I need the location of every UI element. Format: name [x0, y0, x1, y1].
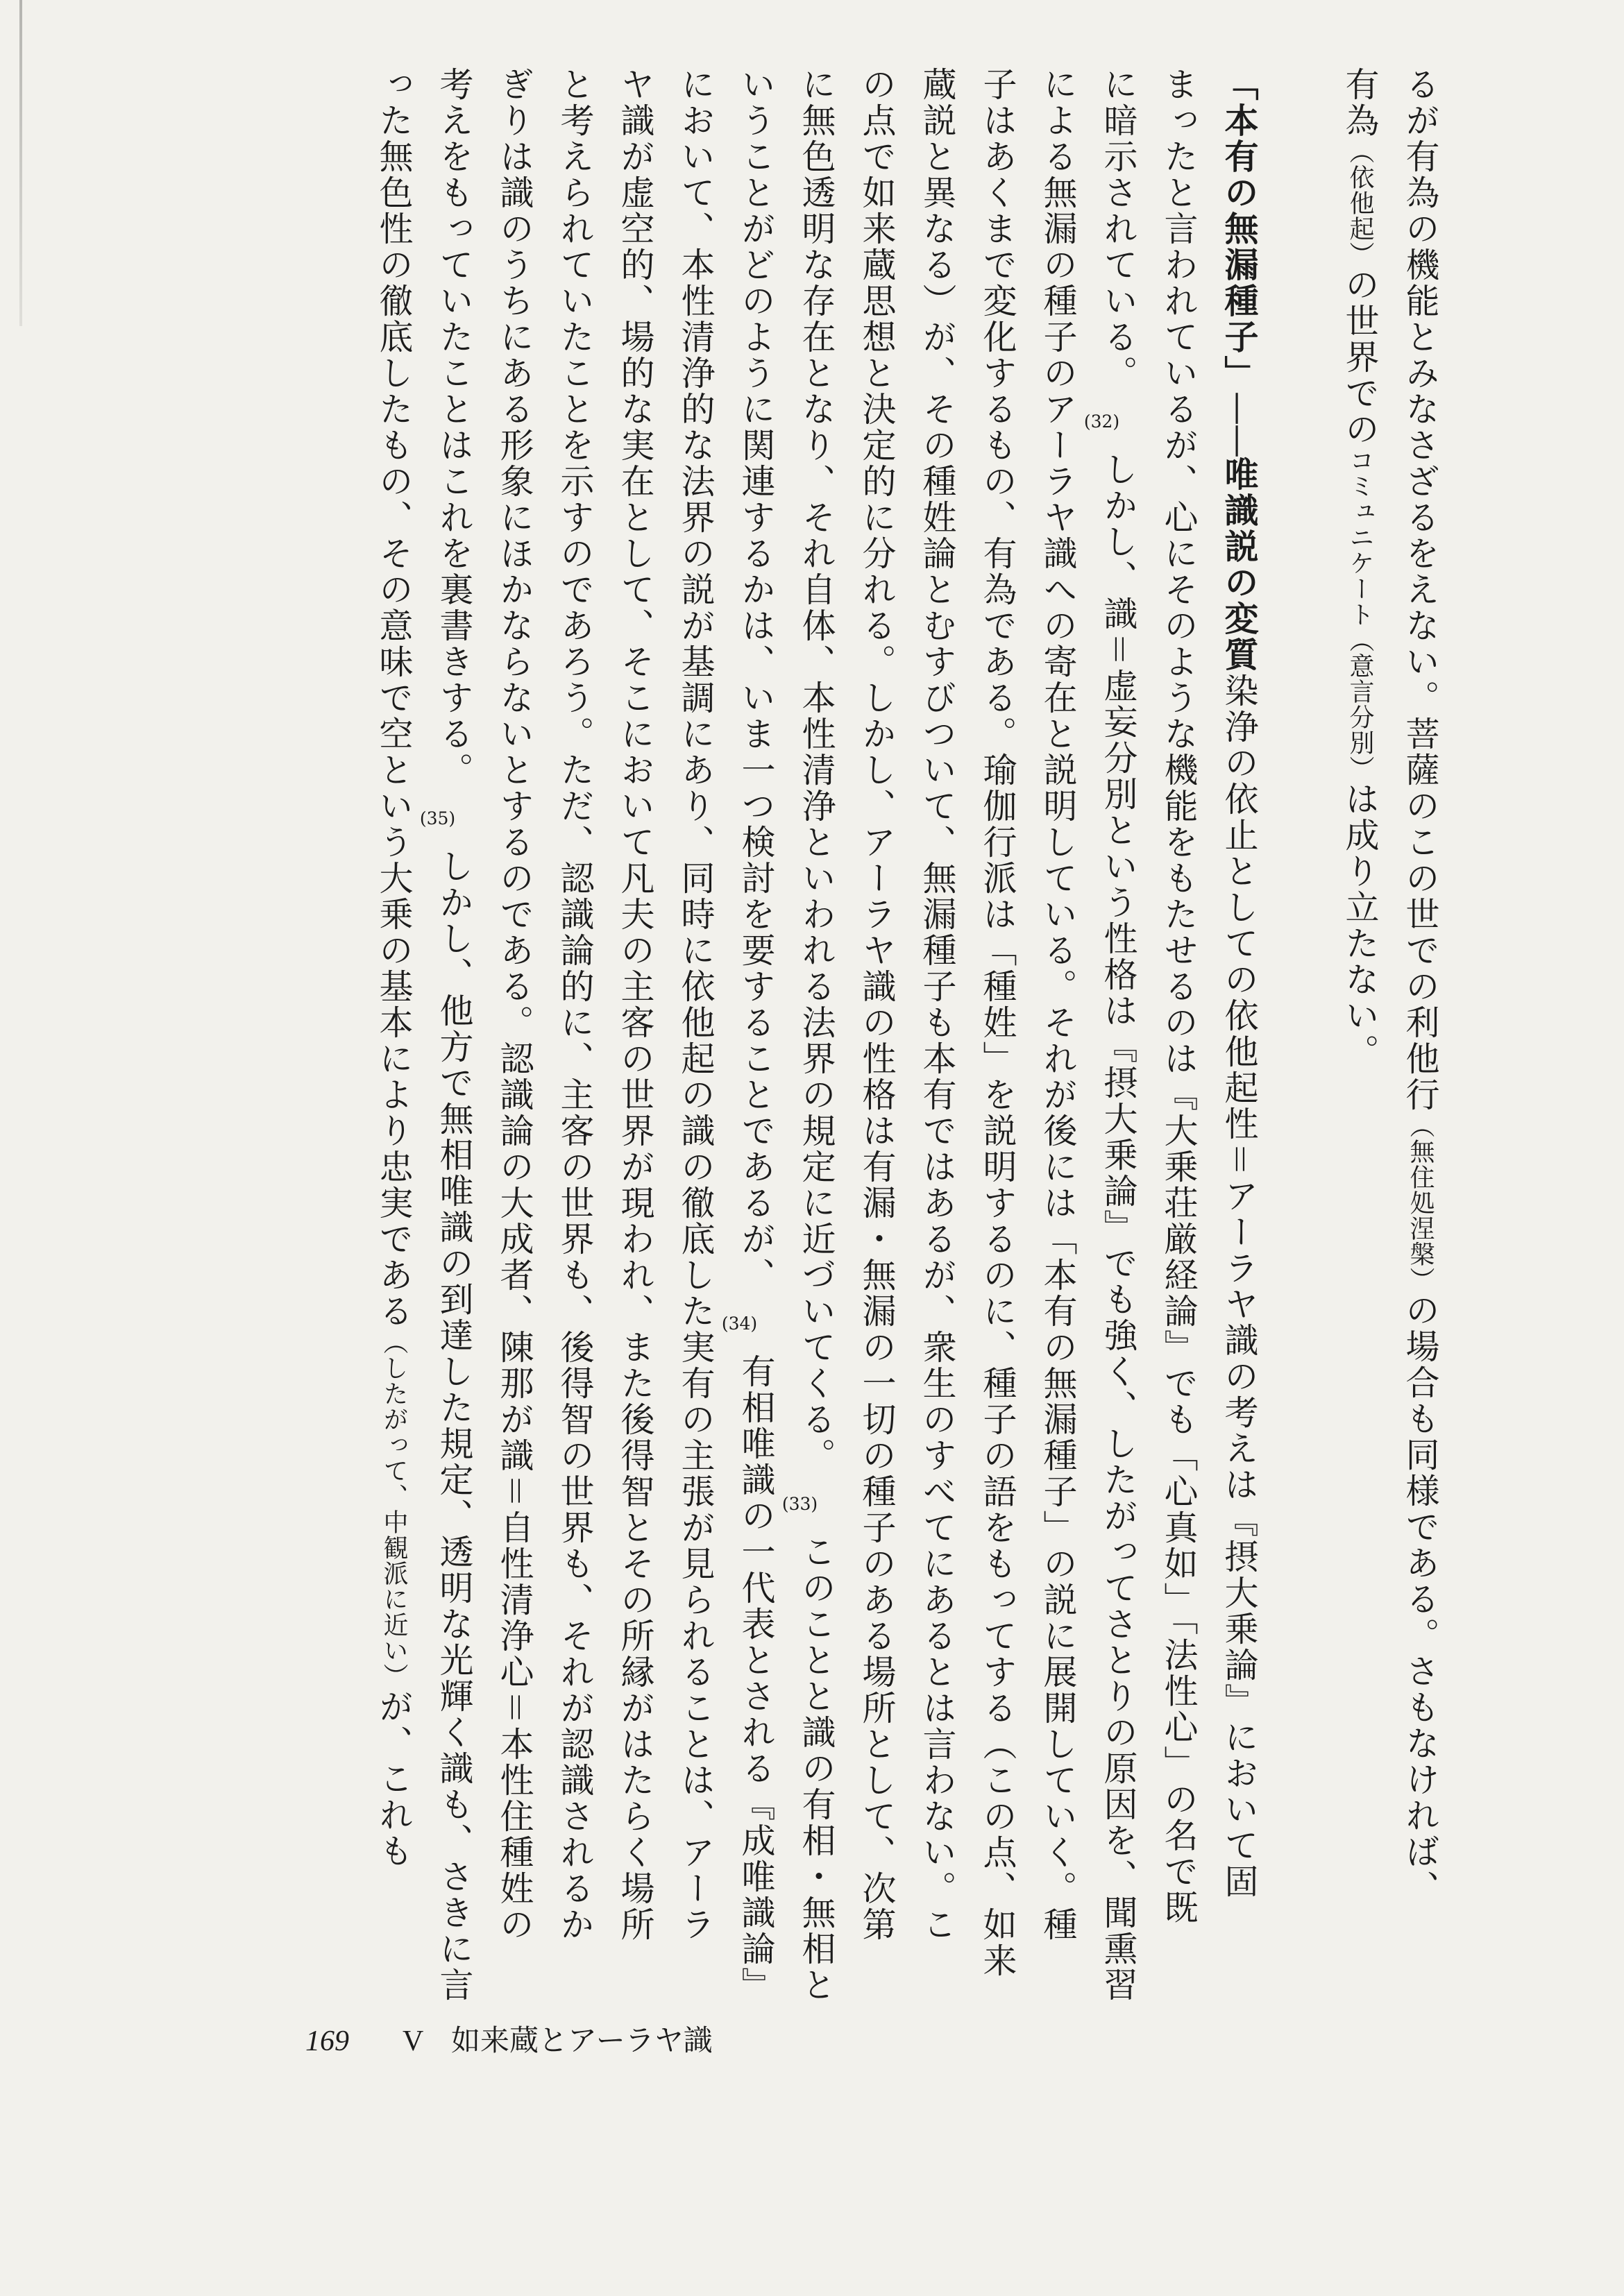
text-line: いうことがどのように関連するかは、いま一つ検討を要することであるが、(34)有相唯識の一代表とされる『成唯識論』 — [721, 67, 776, 2003]
footnote-ref-35: (35) — [419, 808, 456, 828]
heading-dash: —— — [1219, 391, 1259, 457]
text-line: に暗示されている。(32)しかし、識＝虚妄分別という性格は『摂大乗論』でも強く、したがってさとりの原因を、聞熏習 — [1083, 67, 1138, 2003]
body-text — [364, 67, 1450, 2003]
chapter-title: 如来蔵とアーラヤ識 — [451, 2023, 713, 2057]
text-line: った無色性の徹底したもの、その意味で空という大乗の基本により忠実である（したがって、中観派に近い）が、これも — [374, 67, 414, 1869]
text-line: ヤ識が虚空的、場的な実在として、そこにおいて凡夫の主客の世界が現われ、また後得智とその所縁がはたらく場所 — [616, 67, 655, 1943]
footnote-ref-33: (33) — [781, 1494, 818, 1514]
running-footer — [305, 2018, 713, 2059]
chapter-numeral: V — [403, 2025, 424, 2057]
text-line: まったと言われているが、心にそのような機能をもたせるのは『大乗荘厳経論』でも「心真如」「法性心」の名で既 — [1159, 67, 1199, 1926]
text-line: るが有為の機能とみなさざるをえない。菩薩のこの世での利他行（無住処涅槃）の場合も同様である。さもなければ、 — [1401, 67, 1440, 1906]
text-line: 蔵説と異なる）が、その種姓論とむすびついて、無漏種子も本有ではあるが、衆生のすべてにあるとは言わない。こ — [917, 67, 957, 1943]
section-subheading: 唯識説の変質 — [1219, 457, 1259, 673]
text-line: と考えられていたことを示すのであろう。ただ、認識論的に、主客の世界も、後得智の世界も、それが認識されるか — [555, 67, 595, 1943]
text-line: に無色透明な存在となり、それ自体、本性清浄といわれる法界の規定に近づいてくる。(33)このことと識の有相・無相と — [781, 67, 836, 2003]
text-line: による無漏の種子のアーラヤ識への寄在と説明している。それが後には「本有の無漏種子」の説に展開していく。種 — [1038, 67, 1078, 1943]
text-line: 考えをもっていたことはこれを裏書きする。(35)しかし、他方で無相唯識の到達した規定、透明な光輝く識も、さきに言 — [419, 67, 474, 2003]
paragraph-gap — [1269, 67, 1330, 1905]
text-line: において、本性清浄的な法界の説が基調にあり、同時に依他起の識の徹底した実有の主張が見られることは、アーラ — [676, 67, 716, 1943]
footnote-ref-34: (34) — [721, 1313, 758, 1334]
page-edge-shadow — [19, 0, 22, 326]
text-line: の点で如来蔵思想と決定的に分れる。しかし、アーラヤ識の性格は有漏・無漏の一切の種子のある場所として、次第 — [857, 67, 897, 1943]
section-heading: 「本有の無漏種子」 — [1219, 67, 1259, 391]
text-line: ぎりは識のうちにある形象にほかならないとするのである。認識論の大成者、陳那が識＝自性清浄心＝本性住種姓の — [495, 67, 534, 1943]
footnote-ref-32: (32) — [1083, 411, 1120, 432]
text-line: 子はあくまで変化するもの、有為である。瑜伽行派は「種姓」を説明するのに、種子の語をもってする（この点、如来 — [978, 67, 1017, 1979]
page-number: 169 — [305, 2025, 349, 2057]
text-line: 「本有の無漏種子」——唯識説の変質染浄の依止としての依他起性＝アーラヤ識の考えは『摂大乗論』において固 — [1219, 67, 1259, 1900]
text-line: 有為（依他起）の世界でのコミュニケート（意言分別）は成り立たない。 — [1340, 67, 1380, 1070]
